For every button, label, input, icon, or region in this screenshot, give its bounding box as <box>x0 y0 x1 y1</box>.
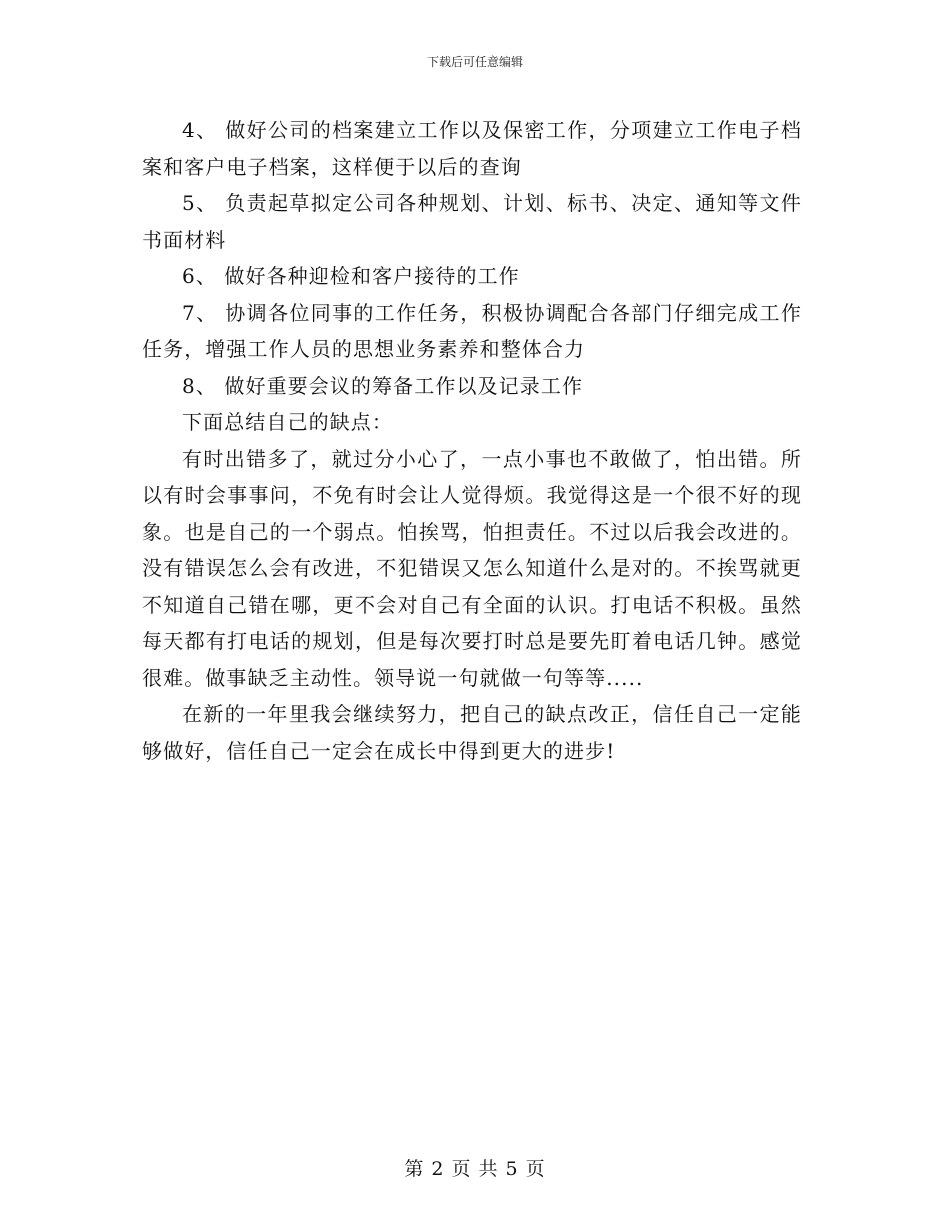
shortcomings-paragraph: 有时出错多了，就过分小心了，一点小事也不敢做了，怕出错。所以有时会事事问，不免有时会让人觉得烦。我觉得这是一个很不好的现象。也是自己的一个弱点。怕挨骂，怕担责任。不过以后我会改进的。没有错误怎么会有改进，不犯错误又怎么知道什么是对的。不挨骂就更不知道自己错在哪，更不会对自己有全面的认识。打电话不积极。虽然每天都有打电话的规划，但是每次要打时总是要先盯着电话几钟。感觉很难。做事缺乏主动性。领导说一句就做一句等等..... <box>142 446 802 690</box>
page-footer: 第 2 页 共 5 页 <box>404 1158 546 1180</box>
page-header: 下载后可任意编辑 <box>426 55 523 69</box>
list-item-7: 7、 协调各位同事的工作任务，积极协调配合各部门仔细完成工作任务，增强工作人员的思想业务素养和整体合力 <box>142 300 802 361</box>
list-item-5: 5、 负责起草拟定公司各种规划、计划、标书、决定、通知等文件书面材料 <box>142 191 802 252</box>
list-item-8: 8、 做好重要会议的筹备工作以及记录工作 <box>182 373 584 398</box>
list-item-4: 4、 做好公司的档案建立工作以及保密工作，分项建立工作电子档案和客户电子档案，这样便于以后的查询 <box>142 118 802 179</box>
closing-paragraph: 在新的一年里我会继续努力，把自己的缺点改正，信任自己一定能够做好，信任自己一定会在成长中得到更大的进步! <box>142 702 802 763</box>
section-intro: 下面总结自己的缺点： <box>182 410 393 434</box>
list-item-6: 6、 做好各种迎检和客户接待的工作 <box>182 264 520 288</box>
document-body <box>142 112 802 769</box>
